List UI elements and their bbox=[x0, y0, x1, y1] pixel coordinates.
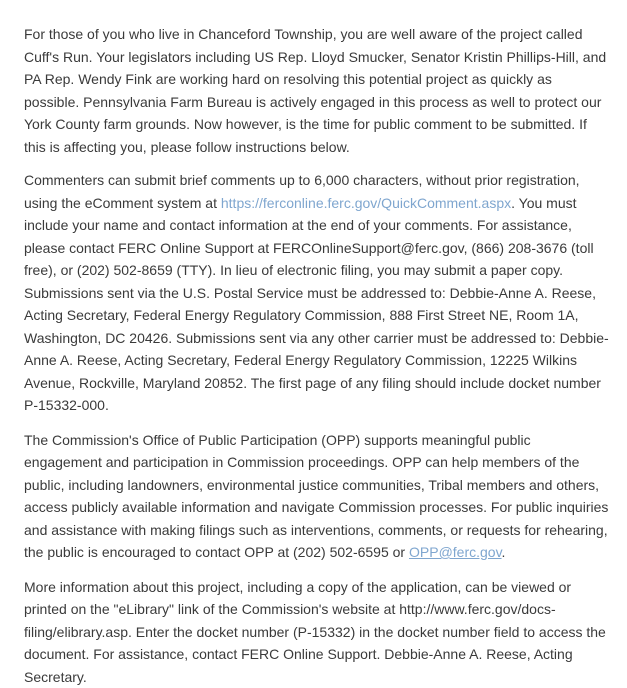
comment-instructions-paragraph bbox=[24, 169, 609, 417]
opp-email-link[interactable]: OPP@ferc.gov bbox=[409, 544, 502, 560]
more-info-paragraph: More information about this project, including a copy of the application, can be viewed or printed on the "eLibrary" link of the Commission's website at http://www.ferc.gov/docs-filing/elibrary.asp. Enter the docket number (P-15332) in the docket number field to access the document. For assistance, contact FERC Online Support. Debbie-Anne A. Reese, Acting Secretary. bbox=[24, 576, 609, 688]
comment-instructions-text-start: Commenters can submit brief comments up to 6,000 characters, without prior registration, using the eComment system at bbox=[24, 172, 580, 211]
comment-instructions-text-end: . You must include your name and contact information at the end of your comments. For assistance, please contact FERC Online Support at FERCOnlineSupport@ferc.gov, (866) 208-3676 (toll free), or (202) 502-8659 (TTY). In lieu of electronic filing, you may submit a paper copy. Submissions sent via the U.S. Postal Service must be addressed to: Debbie-Anne A. Reese, Acting Secretary, Federal Energy Regulatory Commission, 888 First Street NE, Room 1A, Washington, DC 20426. Submissions sent via any other carrier must be addressed to: Debbie-Anne A. Reese, Acting Secretary, Federal Energy Regulatory Commission, 12225 Wilkins Avenue, Rockville, Maryland 20852. The first page of any filing should include docket number P-15332-000. bbox=[24, 195, 609, 414]
intro-paragraph: For those of you who live in Chanceford Township, you are well aware of the project called Cuff's Run. Your legislators including US Rep. Lloyd Smucker, Senator Kristin Phillips-Hill, and PA Rep. Wendy Fink are working hard on resolving this potential project as quickly as possible. Pennsylvania Farm Bureau is actively engaged in this process as well to protect our York County farm grounds. Now however, is the time for public comment to be submitted. If this is affecting you, please follow instructions below. bbox=[24, 23, 609, 158]
opp-text: The Commission's Office of Public Participation (OPP) supports meaningful public engagement and participation in Commission proceedings. OPP can help members of the public, including landowners, environmental justice communities, Tribal members and others, access publicly available information and navigate Commission processes. For public inquiries and assistance with making filings such as interventions, comments, or requests for rehearing, the public is encouraged to contact OPP at (202) 502-6595 or bbox=[24, 432, 608, 561]
opp-paragraph bbox=[24, 429, 609, 564]
ecomment-link[interactable]: https://ferconline.ferc.gov/QuickComment.aspx bbox=[221, 195, 511, 211]
opp-text-end: . bbox=[502, 544, 506, 560]
